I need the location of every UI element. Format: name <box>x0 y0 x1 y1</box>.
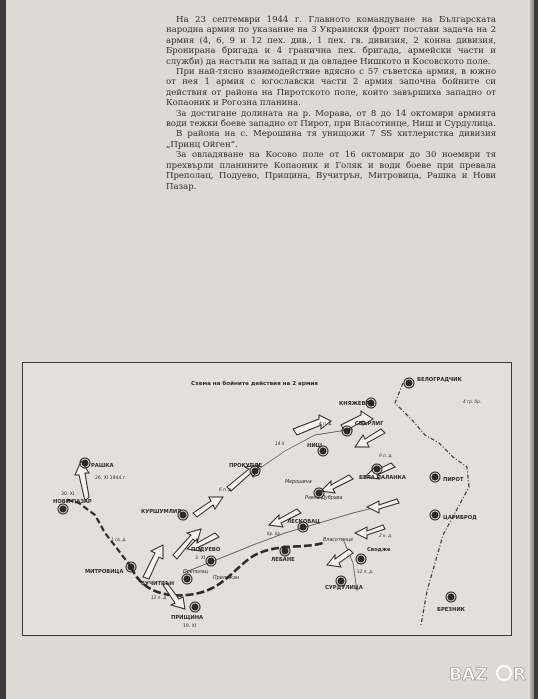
article-text <box>166 15 496 192</box>
unit-label: 4 гр. бр. <box>463 399 482 404</box>
paragraph: При най-тясно взаимодействие вдясно с 57 съветска армия, в южно от нея 1 армия с югославски части 2 армия започна бойните си действия от района на Пиротското поле, които завършиха западно от Копаоник и Рогозна планина. <box>166 67 496 109</box>
book-page <box>6 0 534 699</box>
place-label: ЛЕСКОВАЦ <box>287 519 321 525</box>
unit-label: бр. бр. <box>267 531 282 536</box>
bazar-logo-watermark <box>447 658 533 688</box>
place-label: БРЕЗНИК <box>437 607 465 613</box>
page-edge <box>530 0 534 699</box>
place-label: Преполац <box>183 570 208 575</box>
place-label: Равна Дубрава <box>305 496 343 501</box>
unit-label: 12 п. д. <box>357 569 374 574</box>
place-label: ПРИЩИНА <box>171 615 204 621</box>
unit-label: 2 к. д. <box>379 533 393 538</box>
place-label: Сводже <box>367 547 391 553</box>
paragraph: За достигане долината на р. Морава, от 8 до 14 октомври армията води тежки боеве западно от Пирот, при Власотинце, Ниш и Сурдулица. <box>166 108 496 130</box>
place-label: ЛЕБАНЕ <box>271 557 295 563</box>
unit-label: 9 п. д. <box>379 453 393 458</box>
unit-label: 6 п. д. <box>219 487 233 492</box>
paragraph: В района на с. Мерошина тя унищожи 7 SS хитлеристка дивизия „Принц Ойген“. <box>166 129 496 150</box>
place-label: СВЪРЛИГ <box>355 421 384 427</box>
place-label: Прилужан <box>213 576 240 581</box>
campaign-map <box>22 362 512 636</box>
place-labels <box>53 377 477 621</box>
place-label: ВУЧИТРЪН <box>141 581 175 587</box>
svg-text:R: R <box>513 665 527 685</box>
date-label: 3. XI <box>195 556 206 561</box>
place-label: ПРОКУПЛЕ <box>229 463 262 469</box>
place-label: КНЯЖЕВАЦ <box>339 401 375 407</box>
frontier-line <box>395 383 469 625</box>
place-label: Мерошина <box>285 480 312 485</box>
place-label: ПИРОТ <box>443 477 464 483</box>
paragraph: За овладяване на Косово поле от 16 октомври до 30 ноември тя прехвърли планините Копаоник и Голяк и води боеве при превала Преполац, Подуево, Прищина, Вучитрън, Митровица, Рашка и Нови Пазар. <box>166 150 496 192</box>
unit-label: 14 X <box>275 441 285 446</box>
place-label: КУРШУМЛИЯ <box>141 509 182 515</box>
place-label: Власотинце <box>323 538 354 543</box>
map-title: Схема на бойните действия на 2 армия <box>191 381 318 387</box>
place-label: ЦАРИБРОД <box>443 515 477 521</box>
date-label: 26. XI 1944 г. <box>95 476 127 481</box>
place-label: БЕЛА ПАЛАНКА <box>359 475 406 481</box>
map-drawing <box>23 363 511 635</box>
place-label: НИШ <box>307 443 323 449</box>
roads <box>183 429 393 591</box>
army-route <box>65 499 131 567</box>
date-label: 19. XI <box>183 624 197 629</box>
place-label: БЕЛОГРАДЧИК <box>417 377 462 383</box>
svg-text:BAZ: BAZ <box>449 665 488 685</box>
unit-label: 1 гв. д. <box>111 537 127 542</box>
date-label: 30. XI <box>61 492 75 497</box>
unit-label: 4 п. д. <box>319 421 333 426</box>
paragraph: На 23 септември 1944 г. Главното командуване на Българската народна армия по указание на 3 Украински фронт постави задача на 2 армия (4, 6, 9 и 12 пех. див., 1 пех. гв. дивизия, 2 конна дивизия, Бронирана бригада и 4 гранична пех. бригада, армейски части и служби) да настъпи на запад и да овладее Нишкото и Косовското поле. <box>166 15 496 67</box>
place-label: НОВИ ПАЗАР <box>53 499 92 505</box>
place-label: СУРДУЛИЦА <box>325 585 363 591</box>
place-label: ПОДУЕВО <box>191 547 221 553</box>
place-label: РАШКА <box>91 463 114 469</box>
place-label: МИТРОВИЦА <box>85 569 124 575</box>
town-markers <box>58 378 456 612</box>
unit-label: 12 п. д. <box>151 595 168 600</box>
